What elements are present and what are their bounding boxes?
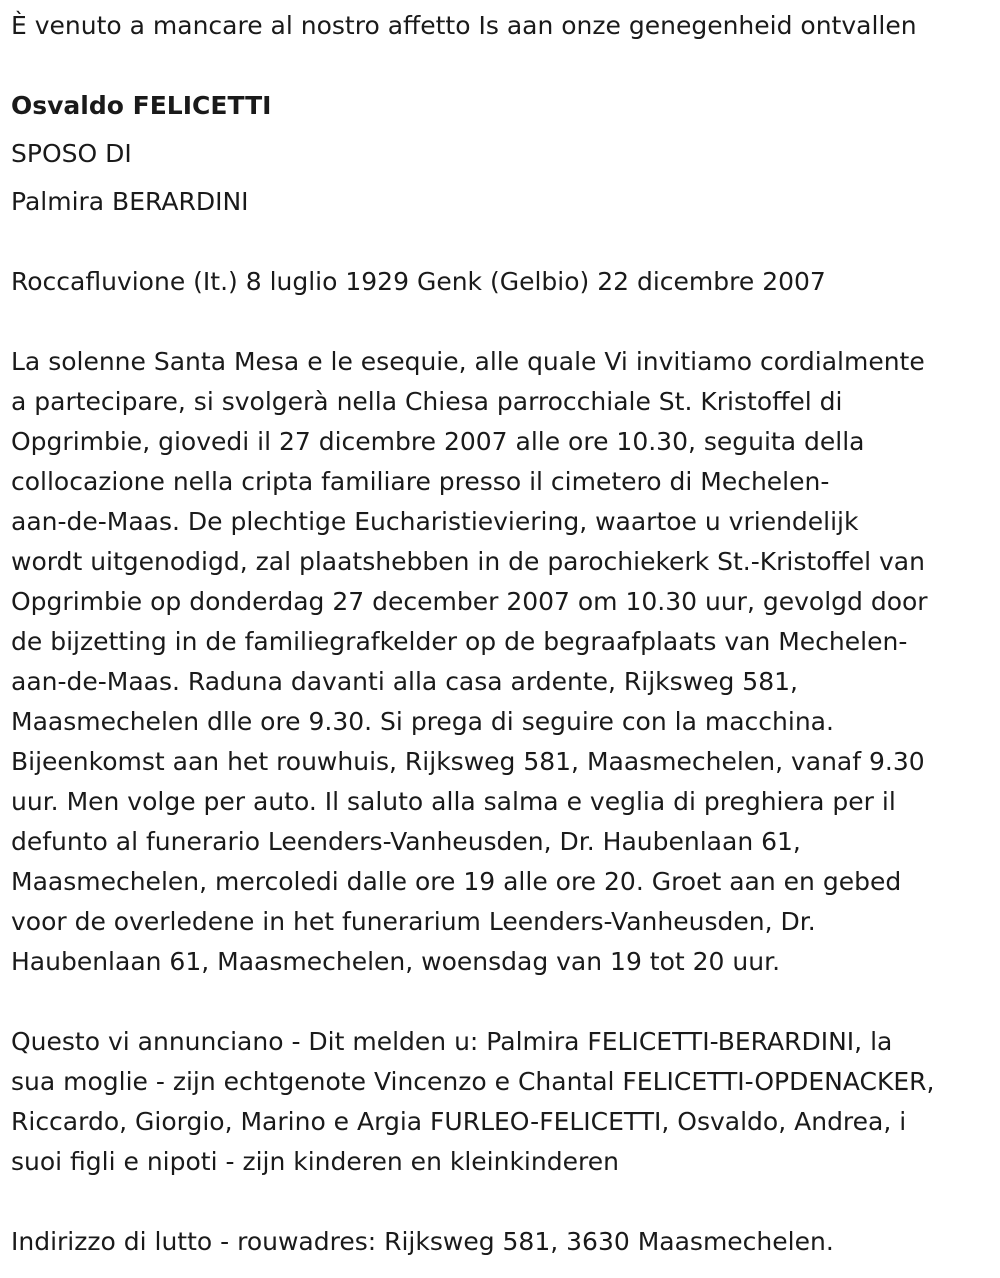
ceremony-paragraph [11, 342, 990, 982]
ceremony-line: Maasmechelen, mercoledi dalle ore 19 alle ore 20. Groet aan en gebed [11, 867, 902, 896]
ceremony-line: Haubenlaan 61, Maasmechelen, woensdag van 19 tot 20 uur. [11, 947, 781, 976]
ceremony-line: La solenne Santa Mesa e le esequie, alle quale Vi invitiamo cordialmente [11, 347, 925, 376]
deceased-name: Osvaldo FELICETTI [11, 91, 272, 120]
ceremony-line: a partecipare, si svolgerà nella Chiesa parrocchiale St. Kristoffel di [11, 387, 843, 416]
ceremony-line: de bijzetting in de familiegrafkelder op de begraafplaats van Mechelen- [11, 627, 908, 656]
family-line: Questo vi annunciano - Dit melden u: Palmira FELICETTI-BERARDINI, la [11, 1027, 893, 1056]
ceremony-line: aan-de-Maas. De plechtige Eucharistieviering, waartoe u vriendelijk [11, 507, 859, 536]
intro-line: È venuto a mancare al nostro affetto Is aan onze genegenheid ontvallen [11, 11, 917, 40]
ceremony-line: aan-de-Maas. Raduna davanti alla casa ardente, Rijksweg 581, [11, 667, 798, 696]
ceremony-line: Bijeenkomst aan het rouwhuis, Rijksweg 581, Maasmechelen, vanaf 9.30 [11, 747, 925, 776]
ceremony-line: voor de overledene in het funerarium Leenders-Vanheusden, Dr. [11, 907, 816, 936]
ceremony-line: Maasmechelen dlle ore 9.30. Si prega di seguire con la macchina. [11, 707, 834, 736]
ceremony-line: Opgrimbie, giovedi il 27 dicembre 2007 alle ore 10.30, seguita della [11, 427, 865, 456]
ceremony-line: defunto al funerario Leenders-Vanheusden, Dr. Haubenlaan 61, [11, 827, 801, 856]
family-line: sua moglie - zijn echtgenote Vincenzo e Chantal FELICETTI-OPDENACKER, [11, 1067, 935, 1096]
relation-line: SPOSO DI [11, 139, 132, 168]
mourning-address: Indirizzo di lutto - rouwadres: Rijksweg 581, 3630 Maasmechelen. [11, 1227, 834, 1256]
family-line: suoi figli e nipoti - zijn kinderen en kleinkinderen [11, 1147, 619, 1176]
ceremony-line: collocazione nella cripta familiare presso il cimetero di Mechelen- [11, 467, 830, 496]
birth-death-dates: Roccafluvione (It.) 8 luglio 1929 Genk (Gelbio) 22 dicembre 2007 [11, 267, 826, 296]
family-paragraph [11, 1022, 990, 1182]
ceremony-line: uur. Men volge per auto. Il saluto alla salma e veglia di preghiera per il [11, 787, 896, 816]
family-line: Riccardo, Giorgio, Marino e Argia FURLEO-FELICETTI, Osvaldo, Andrea, i [11, 1107, 907, 1136]
spouse-name: Palmira BERARDINI [11, 187, 249, 216]
ceremony-line: wordt uitgenodigd, zal plaatshebben in de parochiekerk St.-Kristoffel van [11, 547, 925, 576]
ceremony-line: Opgrimbie op donderdag 27 december 2007 om 10.30 uur, gevolgd door [11, 587, 928, 616]
